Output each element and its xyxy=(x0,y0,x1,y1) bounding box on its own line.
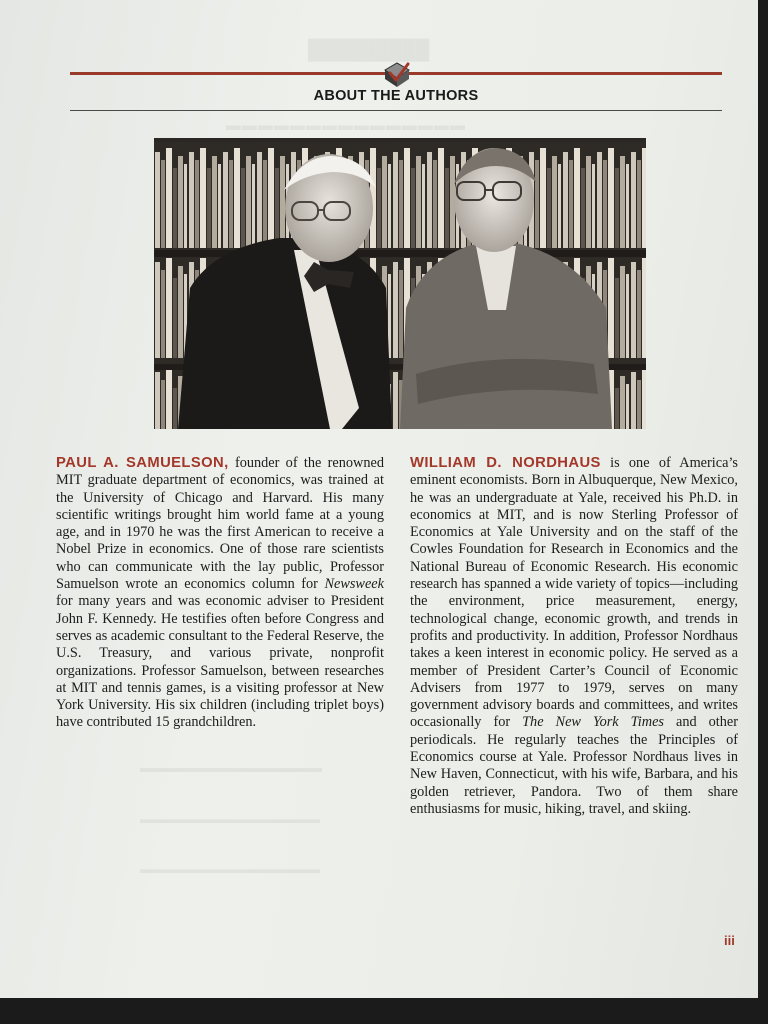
author-bio-samuelson xyxy=(56,455,384,732)
show-through-heading: █████████ xyxy=(308,40,430,61)
authors-photo-image xyxy=(154,138,646,429)
author-name-samuelson: PAUL A. SAMUELSON, xyxy=(56,455,229,471)
page-number: iii xyxy=(724,933,735,948)
authors-photo xyxy=(154,138,646,429)
author-bio-italic: The New York Times xyxy=(522,714,664,731)
author-name-nordhaus: WILLIAM D. NORDHAUS xyxy=(410,455,601,471)
author-bio-text: founder of the renowned MIT graduate department of economics, was trained at the University of Chicago and Harvard. His many scientific writings brought him world fame at a young age, and in 1970 he was the first American to receive a Nobel Prize in economics. One of those rare scientists who can communicate with the lay public, Professor Samuelson wrote an economics column for xyxy=(56,455,384,593)
book-emblem-icon xyxy=(381,60,413,90)
author-bio-text: is one of America’s eminent economists. Born in Albuquerque, New Mexico, he was an undergraduate at Yale, received his Ph.D. in economics at MIT, and is now Sterling Professor of Economics at Yale University and on the staff of the Cowles Foundation for Research in Economics and the National Bureau of Economic Research. His economic research has spanned a wide variety of topics—including the environment, price measurement, energy, technological change, economic growth, and trends in profits and productivity. In addition, Professor Nordhaus takes a keen interest in economic policy. He served as a member of President Carter’s Council of Economic Advisers from 1977 to 1979, serves on many government advisory boards and committees, and writes occasionally for xyxy=(410,455,738,731)
page-title: ABOUT THE AUTHORS xyxy=(313,88,479,104)
header-rule-thin xyxy=(70,110,722,111)
show-through-chapter-lines-2: ▬▬▬▬▬▬▬▬▬▬▬▬▬▬▬ xyxy=(140,862,320,876)
author-bio-italic: Newsweek xyxy=(324,576,384,593)
show-through-part-three: ▬▬▬▬▬▬▬▬▬▬▬▬▬▬ xyxy=(140,760,322,775)
author-bio-text: for many years and was economic adviser to President John F. Kennedy. He testifies often before Congress and serves as academic consultant to the Federal Reserve, the U.S. Treasury, and various private, nonprofit organizations. Professor Samuelson, between researches at MIT and tennis games, is a visiting professor at New York University. His six children (including triplet boys) have contributed 15 grandchildren. xyxy=(56,593,384,731)
author-bio-nordhaus xyxy=(410,455,738,818)
show-through-dedication: ▬▬▬▬▬▬▬▬▬▬▬▬▬▬▬ xyxy=(226,118,466,134)
author-bio-text: and other periodicals. He regularly teaches the Principles of Economics course at Yale. Professor Nordhaus lives in New Haven, Connecticut, with his wife, Barbara, and his golden retriever, Pandora. Two of them share enthusiasms for music, hiking, travel, and skiing. xyxy=(410,714,738,817)
show-through-chapter-lines: ▬▬▬▬▬▬▬▬▬▬▬▬▬▬▬ xyxy=(140,812,320,826)
